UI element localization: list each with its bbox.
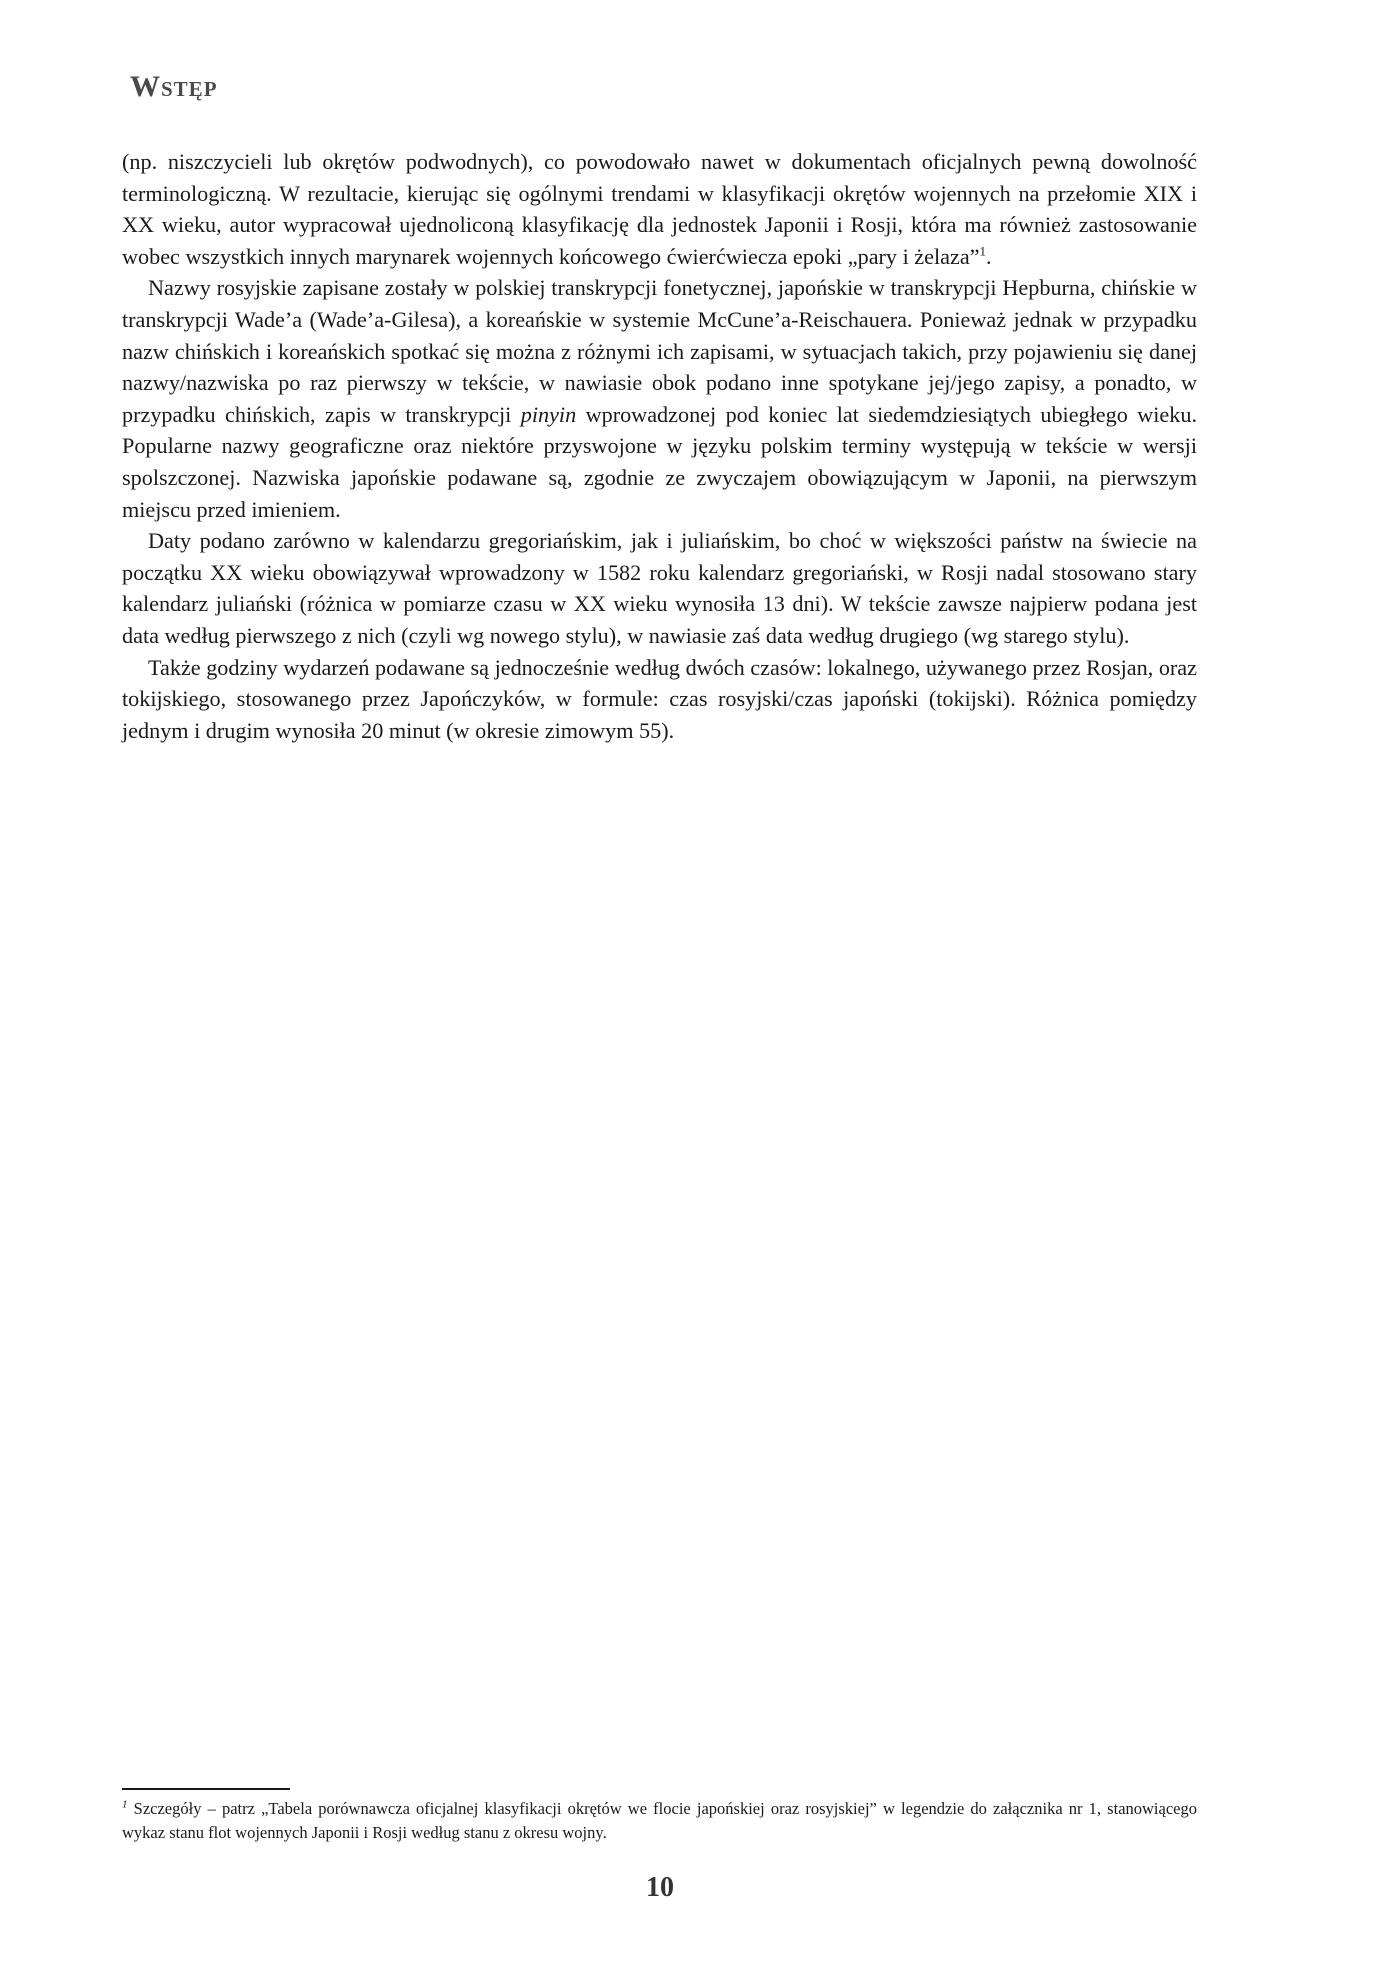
body-text — [122, 146, 1197, 746]
running-head: Wstęp — [130, 70, 218, 103]
paragraph-text: Nazwy rosyjskie zapisane zostały w polskiej transkrypcji fonetycznej, japońskie w transkrypcji Hepburna, chińskie w transkrypcji Wade’a (Wade’a-Gilesa), a koreańskie w systemie McCune’a-Reischauera. Ponieważ jednak w przypadku nazw chińskich i koreańskich spotkać się można z różnymi ich zapisami, w sytuacjach takich, przy pojawieniu się danej nazwy/nazwiska po raz pierwszy w tekście, w nawiasie obok podano inne spotykane jej/jego zapisy, a ponadto, w przypadku chińskich, zapis w transkrypcji — [122, 275, 1197, 427]
paragraph-2 — [122, 272, 1197, 525]
footnote-marker: 1 — [122, 1798, 128, 1811]
paragraph-1 — [122, 146, 1197, 272]
paragraph-text: (np. niszczycieli lub okrętów podwodnych), co powodowało nawet w dokumentach oficjalnych pewną dowolność terminologiczną. W rezultacie, kierując się ogólnymi trendami w klasyfikacji okrętów wojennych na przełomie XIX i XX wieku, autor wypracował ujednoliconą klasyfikację dla jednostek Japonii i Rosji, która ma również zastosowanie wobec wszystkich innych marynarek wojennych końcowego ćwierćwiecza epoki „pary i żelaza” — [122, 149, 1197, 269]
footnote-text: Szczegóły – patrz „Tabela porównawcza oficjalnej klasyfikacji okrętów we flocie japońskiej oraz rosyjskiej” w legendzie do załącznika nr 1, stanowiącego wykaz stanu flot wojennych Japonii i Rosji według stanu z okresu wojny. — [122, 1799, 1197, 1842]
footnote-reference[interactable]: 1 — [979, 243, 987, 259]
footnote-separator — [122, 1788, 290, 1790]
page-number: 10 — [646, 1872, 674, 1903]
paragraph-3: Daty podano zarówno w kalendarzu gregoriańskim, jak i juliańskim, bo choć w większości państw na świecie na początku XX wieku obowiązywał wprowadzony w 1582 roku kalendarz gregoriański, w Rosji nadal stosowano stary kalendarz juliański (różnica w pomiarze czasu w XX wieku wynosiła 13 dni). W tekście zawsze najpierw podana jest data według pierwszego z nich (czyli wg nowego stylu), w nawiasie zaś data według drugiego (wg starego stylu). — [122, 528, 1197, 648]
footnote — [122, 1797, 1197, 1845]
paragraph-text: . — [986, 243, 992, 269]
paragraph-4: Także godziny wydarzeń podawane są jednocześnie według dwóch czasów: lokalnego, używanego przez Rosjan, oraz tokijskiego, stosowanego przez Japończyków, w formule: czas rosyjski/czas japoński (tokijski). Różnica pomiędzy jednym i drugim wynosiła 20 minut (w okresie zimowym 55). — [122, 654, 1197, 743]
paragraph-text: wprowadzonej pod koniec lat siedemdziesiątych ubiegłego wieku. Popularne nazwy geograficzne oraz niektóre przyswojone w języku polskim terminy występują w tekście w wersji spolszczonej. Nazwiska japońskie podawane są, zgodnie ze zwyczajem obowiązującym w Japonii, na pierwszym miejscu przed imieniem. — [122, 401, 1197, 522]
italic-term: pinyin — [520, 401, 577, 427]
